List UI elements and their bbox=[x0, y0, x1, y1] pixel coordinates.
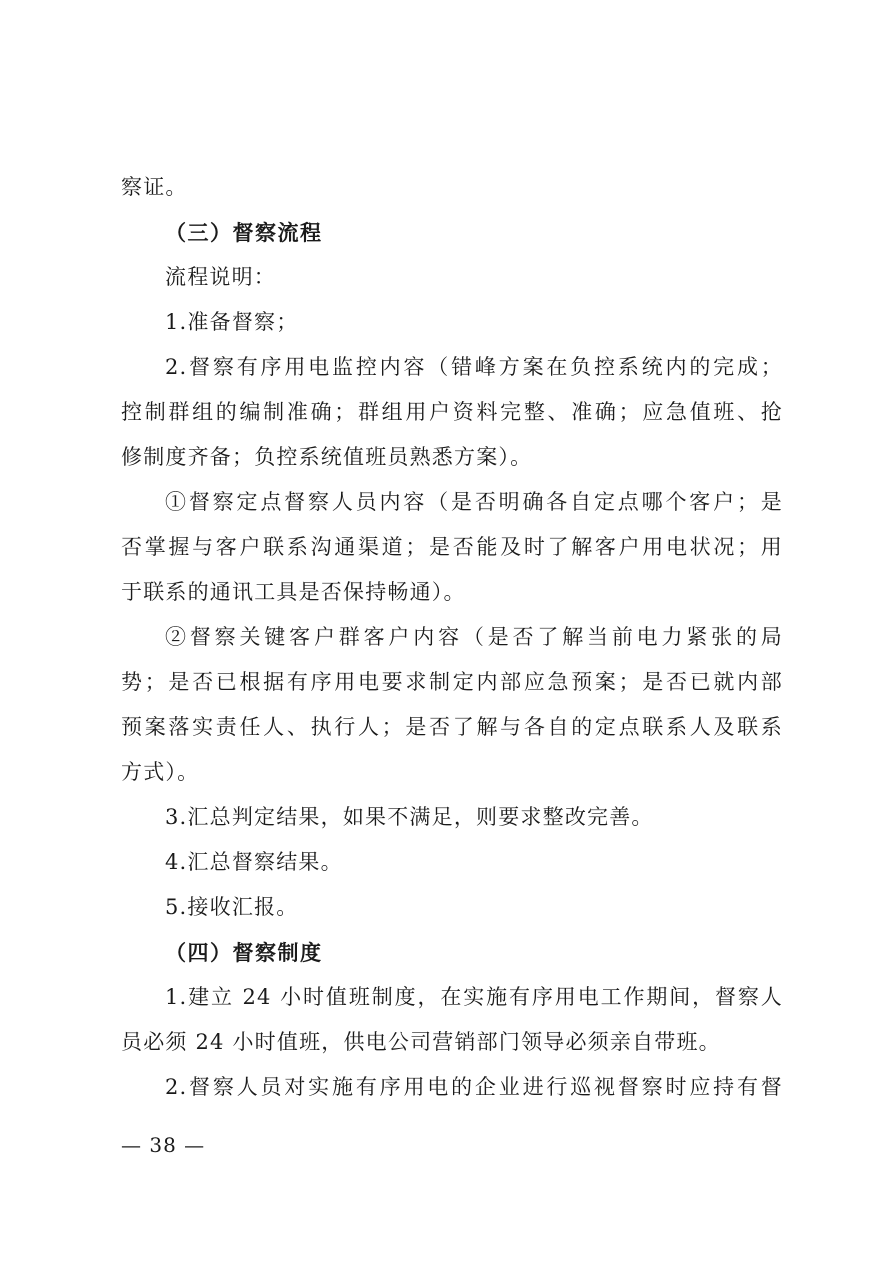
document-body bbox=[121, 165, 783, 1110]
list-item: 2.督察人员对实施有序用电的企业进行巡视督察时应持有督 bbox=[165, 1075, 783, 1099]
page-number: — 38 — bbox=[121, 1133, 206, 1157]
list-item: 1.准备督察； bbox=[165, 310, 299, 334]
paragraph-line: 控制群组的编制准确；群组用户资料完整、准确；应急值班、抢 bbox=[121, 400, 783, 424]
list-item: 2.督察有序用电监控内容（错峰方案在负控系统内的完成； bbox=[165, 355, 783, 379]
list-item: ①督察定点督察人员内容（是否明确各自定点哪个客户；是 bbox=[165, 490, 783, 514]
paragraph-line: 否掌握与客户联系沟通渠道；是否能及时了解客户用电状况；用 bbox=[121, 535, 783, 559]
list-item: 1.建立 24 小时值班制度，在实施有序用电工作期间，督察人 bbox=[165, 985, 783, 1009]
paragraph-line: 于联系的通讯工具是否保持畅通）。 bbox=[121, 580, 466, 604]
list-item: 3.汇总判定结果，如果不满足，则要求整改完善。 bbox=[165, 805, 654, 829]
section-heading: （三）督察流程 bbox=[165, 220, 323, 245]
list-item: 5.接收汇报。 bbox=[165, 895, 299, 919]
section-heading: （四）督察制度 bbox=[165, 940, 323, 965]
paragraph-line: 察证。 bbox=[121, 175, 188, 199]
paragraph-line: 员必须 24 小时值班，供电公司营销部门领导必须亲自带班。 bbox=[121, 1030, 721, 1054]
paragraph-line: 流程说明： bbox=[165, 265, 276, 289]
paragraph-line: 修制度齐备；负控系统值班员熟悉方案）。 bbox=[121, 445, 533, 469]
paragraph-line: 势；是否已根据有序用电要求制定内部应急预案；是否已就内部 bbox=[121, 670, 783, 694]
list-item: 4.汇总督察结果。 bbox=[165, 850, 343, 874]
paragraph-line: 预案落实责任人、执行人；是否了解与各自的定点联系人及联系 bbox=[121, 715, 783, 739]
paragraph-line: 方式）。 bbox=[121, 760, 200, 784]
list-item: ②督察关键客户群客户内容（是否了解当前电力紧张的局 bbox=[165, 625, 783, 649]
